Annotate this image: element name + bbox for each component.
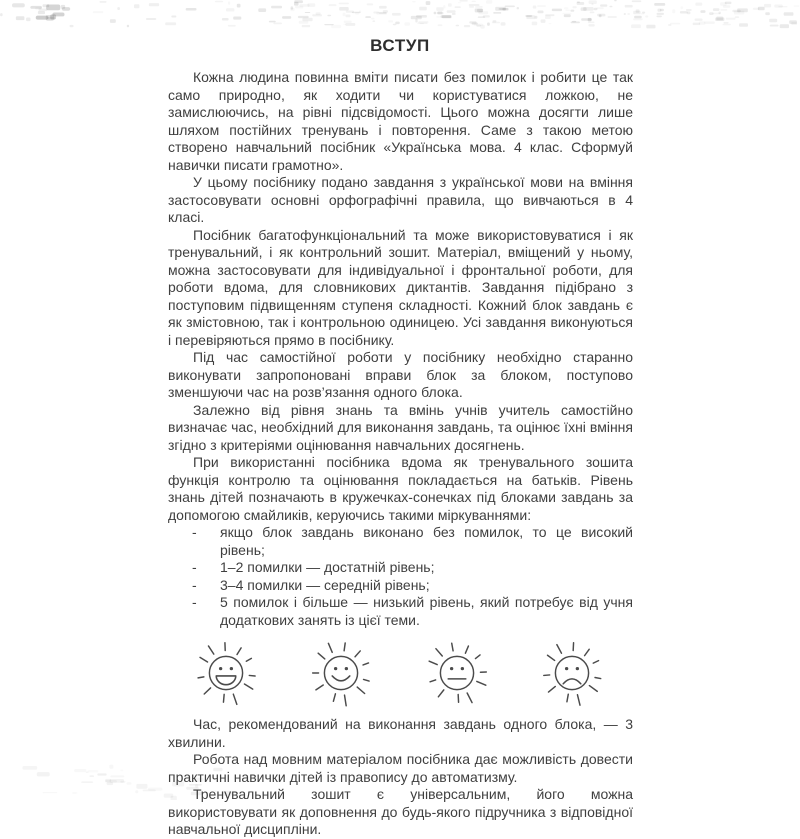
paragraph: Посібник багатофункціональний та може використовуватися і як тренувальний, і як контрольний зошит. Матеріал, вміщений у ньому, можна застосовувати для індивідуальної і фронтальної роботи, для роботи вдома, для словникових диктантів. Завдання підібрано з поступовим підвищенням ступеня складності. Кожний блок завдань є як змістовною, так і контрольною одиницею. Усі завдання виконуються і перевіряються прямо в посібнику.: [168, 227, 633, 350]
list-item: [168, 594, 633, 629]
criteria-list: [168, 524, 633, 629]
page-title: ВСТУП: [0, 36, 800, 56]
sun-smiley-frown-icon: [526, 632, 618, 714]
paragraph: При використанні посібника вдома як тренувального зошита функція контролю та оцінювання покладається на батьків. Рівень знань дітей позначають в кружечках-сонечках під блоками завдань за допомогою смайликів, керуючись такими міркуваннями:: [168, 454, 633, 524]
list-item: [168, 559, 633, 577]
list-marker: -: [168, 577, 220, 595]
list-marker: -: [168, 524, 220, 559]
paragraph: Залежно від рівня знань та вмінь учнів учитель самостійно визначає час, необхідний для виконання завдань, та оцінює їхні вміння згідно з критеріями оцінювання навчальних досягнень.: [168, 402, 633, 455]
sun-smiley-row: [168, 632, 630, 714]
paragraph: У цьому посібнику подано завдання з української мови на вміння застосовувати основні орфографічні правила, що вивчаються в 4 класі.: [168, 174, 633, 227]
list-item: [168, 524, 633, 559]
sun-smiley-neutral-icon: [411, 632, 503, 714]
paragraph: Під час самостійної роботи у посібнику необхідно старанно виконувати запропоновані вправи блок за блоком, поступово зменшуючи час на розв’язання одного блока.: [168, 349, 633, 402]
list-item-text: 5 помилок і більше — низький рівень, який потребує від учня додаткових занять із цієї теми.: [220, 594, 633, 629]
document-body: [168, 69, 633, 839]
list-item-text: 1–2 помилки — достатній рівень;: [220, 559, 633, 577]
list-item-text: 3–4 помилки — середній рівень;: [220, 577, 633, 595]
paragraph: Час, рекомендований на виконання завдань одного блока, — 3 хвилини.: [168, 716, 633, 751]
sun-smiley-smile-icon: [295, 632, 387, 714]
sun-smiley-open-smile-icon: [180, 632, 272, 714]
list-item-text: якщо блок завдань виконано без помилок, то це високий рівень;: [220, 524, 633, 559]
list-marker: -: [168, 559, 220, 577]
paragraph: Робота над мовним матеріалом посібника дає можливість довести практичні навички дітей із правопису до автоматизму.: [168, 751, 633, 786]
list-marker: -: [168, 594, 220, 629]
list-item: [168, 577, 633, 595]
paragraph: Тренувальний зошит є універсальним, його можна використовувати як доповнення до будь-якого підручника з відповідної навчальної дисципліни.: [168, 786, 633, 839]
scan-noise-top-band: [0, 0, 800, 30]
paragraph: Кожна людина повинна вміти писати без помилок і робити це так само природно, як ходити чи користуватися ложкою, не замислюючись, на рівні підсвідомості. Цього можна досягти лише шляхом постійних тренувань і повторення. Саме з такою метою створено навчальний посібник «Українська мова. 4 клас. Сформуй навички писати грамотно».: [168, 69, 633, 174]
